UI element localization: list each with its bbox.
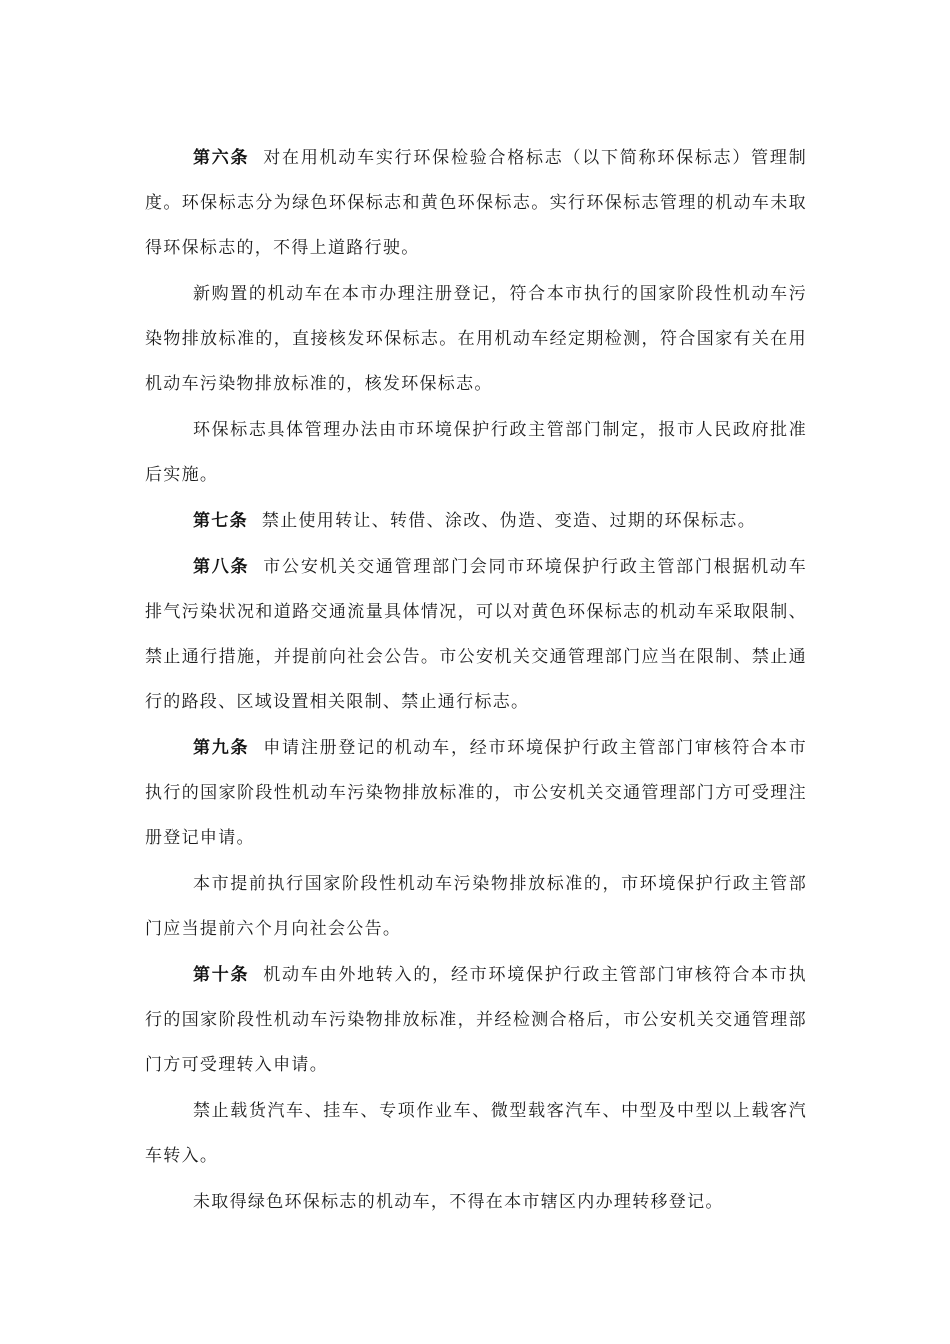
- body-paragraph: [145, 272, 807, 407]
- paragraph-text: 机动车由外地转入的，经市环境保护行政主管部门审核符合本市执行的国家阶段性机动车污染物排放标准，并经检测合格后，市公安机关交通管理部门方可受理转入申请。: [145, 965, 807, 1075]
- article-number: 第九条: [193, 738, 250, 758]
- paragraph-text: 申请注册登记的机动车，经市环境保护行政主管部门审核符合本市执行的国家阶段性机动车污染物排放标准的，市公安机关交通管理部门方可受理注册登记申请。: [145, 738, 807, 848]
- paragraph-text: 环保标志具体管理办法由市环境保护行政主管部门制定，报市人民政府批准后实施。: [145, 420, 807, 485]
- article-paragraph: [145, 545, 807, 725]
- article-number: 第十条: [193, 965, 250, 985]
- paragraph-text: 对在用机动车实行环保检验合格标志（以下简称环保标志）管理制度。环保标志分为绿色环保标志和黄色环保标志。实行环保标志管理的机动车未取得环保标志的，不得上道路行驶。: [145, 148, 807, 258]
- paragraph-text: 禁止载货汽车、挂车、专项作业车、微型载客汽车、中型及中型以上载客汽车转入。: [145, 1101, 807, 1166]
- paragraph-text: 新购置的机动车在本市办理注册登记，符合本市执行的国家阶段性机动车污染物排放标准的，直接核发环保标志。在用机动车经定期检测，符合国家有关在用机动车污染物排放标准的，核发环保标志。: [145, 284, 807, 394]
- article-number: 第八条: [193, 557, 250, 577]
- paragraph-text: 禁止使用转让、转借、涂改、伪造、变造、过期的环保标志。: [261, 511, 757, 531]
- paragraph-text: 市公安机关交通管理部门会同市环境保护行政主管部门根据机动车排气污染状况和道路交通流量具体情况，可以对黄色环保标志的机动车采取限制、禁止通行措施，并提前向社会公告。市公安机关交通管理部门应当在限制、禁止通行的路段、区域设置相关限制、禁止通行标志。: [145, 557, 807, 712]
- body-paragraph: [145, 1180, 807, 1225]
- body-paragraph: [145, 1089, 807, 1179]
- body-paragraph: [145, 862, 807, 952]
- article-paragraph: [145, 726, 807, 861]
- article-number: 第七条: [193, 511, 248, 531]
- paragraph-text: 未取得绿色环保标志的机动车，不得在本市辖区内办理转移登记。: [193, 1192, 724, 1212]
- article-paragraph: [145, 136, 807, 271]
- body-paragraph: [145, 408, 807, 498]
- article-paragraph: [145, 499, 807, 544]
- paragraph-text: 本市提前执行国家阶段性机动车污染物排放标准的，市环境保护行政主管部门应当提前六个月向社会公告。: [145, 874, 807, 939]
- document-body: [145, 136, 807, 1225]
- article-number: 第六条: [193, 148, 250, 168]
- article-paragraph: [145, 953, 807, 1088]
